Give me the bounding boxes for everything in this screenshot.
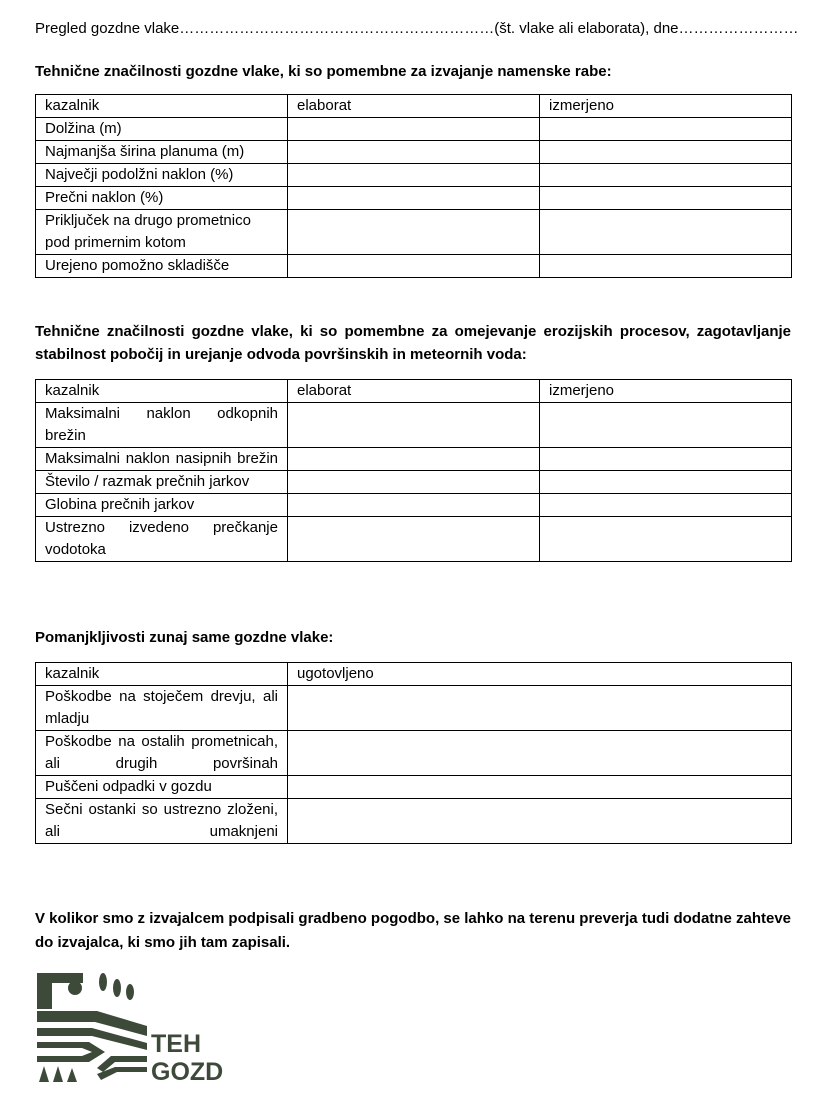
table-row [36, 210, 792, 255]
table-row [36, 494, 792, 517]
input-cell[interactable] [540, 187, 792, 210]
section2-table [35, 379, 792, 562]
input-cell[interactable] [540, 517, 792, 562]
row-label: Sečni ostanki so ustrezno zloženi, ali umaknjeni [36, 799, 288, 844]
input-cell[interactable] [540, 255, 792, 278]
table-row [36, 776, 792, 799]
table-row [36, 141, 792, 164]
row-label: Poškodbe na ostalih prometnicah, ali drugih površinah [36, 731, 288, 776]
input-cell[interactable] [288, 255, 540, 278]
row-label: Puščeni odpadki v gozdu [36, 776, 288, 799]
table-row [36, 187, 792, 210]
logo-text-line1: TEH [151, 1030, 201, 1058]
table-row [36, 517, 792, 562]
column-header: kazalnik [36, 663, 288, 686]
tehgozd-logo [37, 970, 237, 1085]
input-cell[interactable] [288, 118, 540, 141]
input-cell[interactable] [288, 471, 540, 494]
column-header: izmerjeno [540, 95, 792, 118]
input-cell[interactable] [540, 210, 792, 255]
logo-text-line2: GOZD [151, 1058, 224, 1085]
input-cell[interactable] [540, 141, 792, 164]
input-cell[interactable] [288, 141, 540, 164]
row-label: Priključek na drugo prometnico pod primernim kotom [36, 210, 288, 255]
input-cell[interactable] [540, 118, 792, 141]
column-header: ugotovljeno [288, 663, 792, 686]
table-row [36, 731, 792, 776]
column-header: elaborat [288, 380, 540, 403]
input-cell[interactable] [288, 776, 792, 799]
table-row [36, 686, 792, 731]
input-cell[interactable] [288, 164, 540, 187]
input-cell[interactable] [540, 164, 792, 187]
row-label: Prečni naklon (%) [36, 187, 288, 210]
section2-title: Tehnične značilnosti gozdne vlake, ki so pomembne za omejevanje erozijskih procesov, zagotavljanje stabilnost pobočij in urejanje odvoda površinskih in meteornih voda: [35, 323, 791, 363]
input-cell[interactable] [540, 494, 792, 517]
input-cell[interactable] [540, 471, 792, 494]
table-row [36, 448, 792, 471]
row-label: Poškodbe na stoječem drevju, ali mladju [36, 686, 288, 731]
input-cell[interactable] [288, 731, 792, 776]
input-cell[interactable] [288, 799, 792, 844]
input-cell[interactable] [540, 448, 792, 471]
table-row [36, 118, 792, 141]
row-label: Največji podolžni naklon (%) [36, 164, 288, 187]
row-label: Dolžina (m) [36, 118, 288, 141]
table-row [36, 799, 792, 844]
section3-title: Pomanjkljivosti zunaj same gozdne vlake: [35, 629, 334, 646]
table-row [36, 255, 792, 278]
input-cell[interactable] [288, 448, 540, 471]
document-header: Pregled gozdne vlake………………………………………………………(št. vlake ali elaborata), dne…………………… [35, 20, 799, 37]
section1-table [35, 94, 792, 278]
row-label: Maksimalni naklon odkopnih brežin [36, 403, 288, 448]
row-label: Maksimalni naklon nasipnih brežin [36, 448, 288, 471]
row-label: Število / razmak prečnih jarkov [36, 471, 288, 494]
column-header: elaborat [288, 95, 540, 118]
input-cell[interactable] [288, 517, 540, 562]
row-label: Najmanjša širina planuma (m) [36, 141, 288, 164]
column-header: kazalnik [36, 380, 288, 403]
table-header-row [36, 380, 792, 403]
input-cell[interactable] [288, 686, 792, 731]
row-label: Urejeno pomožno skladišče [36, 255, 288, 278]
row-label: Ustrezno izvedeno prečkanje vodotoka [36, 517, 288, 562]
table-header-row [36, 95, 792, 118]
section3-table [35, 662, 792, 844]
input-cell[interactable] [288, 494, 540, 517]
table-header-row [36, 663, 792, 686]
column-header: kazalnik [36, 95, 288, 118]
section1-title: Tehnične značilnosti gozdne vlake, ki so pomembne za izvajanje namenske rabe: [35, 63, 612, 80]
column-header: izmerjeno [540, 380, 792, 403]
input-cell[interactable] [540, 403, 792, 448]
input-cell[interactable] [288, 403, 540, 448]
input-cell[interactable] [288, 210, 540, 255]
input-cell[interactable] [288, 187, 540, 210]
table-row [36, 164, 792, 187]
row-label: Globina prečnih jarkov [36, 494, 288, 517]
table-row [36, 471, 792, 494]
table-row [36, 403, 792, 448]
closing-note: V kolikor smo z izvajalcem podpisali gradbeno pogodbo, se lahko na terenu preverja tudi dodatne zahteve do izvajalca, ki smo jih tam zapisali. [35, 910, 791, 951]
